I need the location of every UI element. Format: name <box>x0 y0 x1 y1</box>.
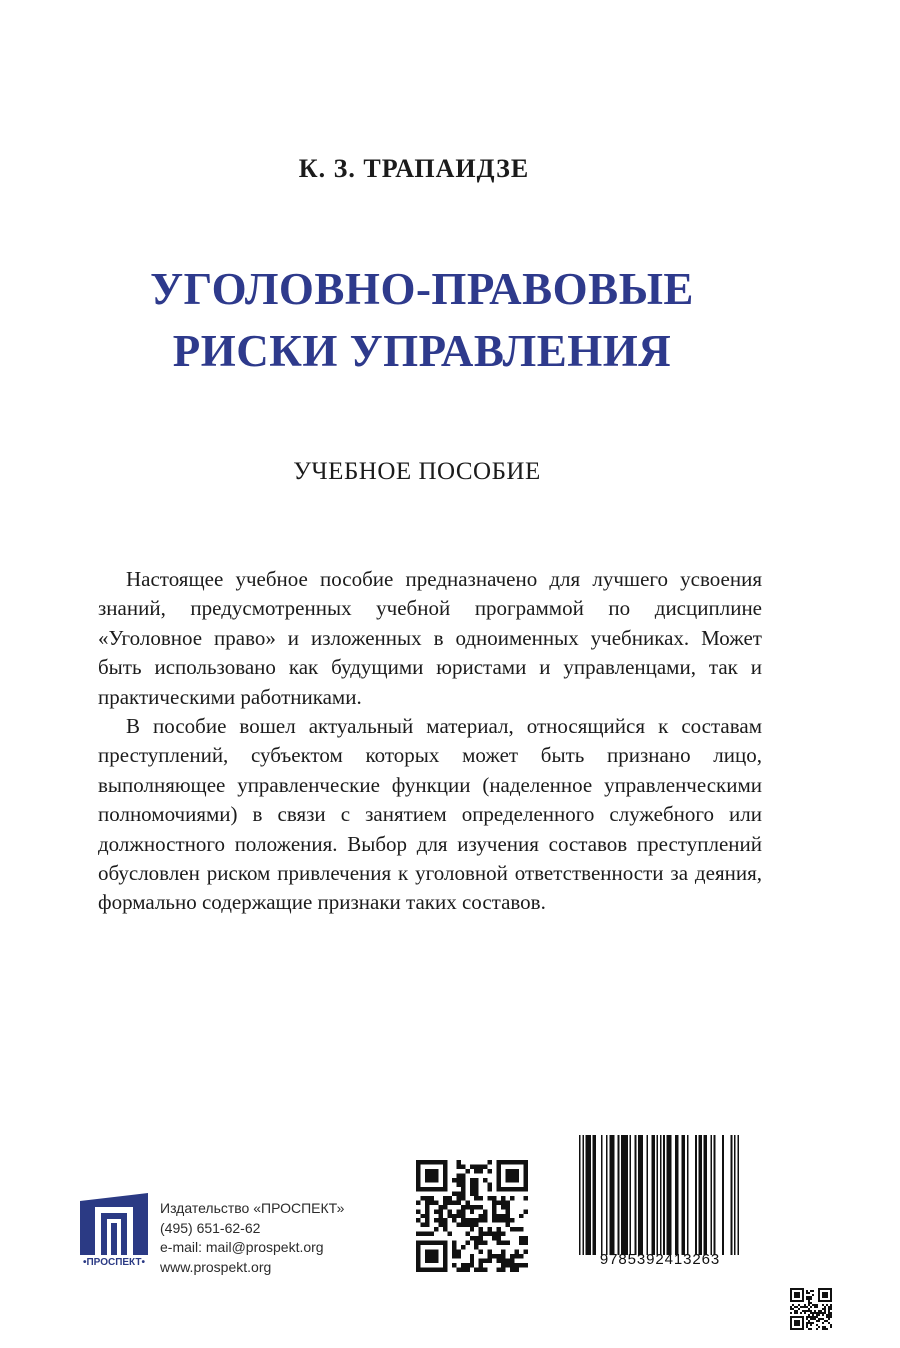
barcode-icon <box>579 1135 739 1255</box>
qr-code-small-icon <box>790 1288 832 1330</box>
publisher-name: Издательство «ПРОСПЕКТ» <box>160 1200 345 1216</box>
publisher-email: e-mail: mail@prospekt.org <box>160 1239 324 1255</box>
author-name: К. З. ТРАПАИДЗЕ <box>298 154 530 183</box>
publisher-website: www.prospekt.org <box>160 1258 272 1275</box>
publisher-contacts <box>160 1199 344 1277</box>
qr-code-icon <box>416 1160 528 1272</box>
description-paragraph-2: В пособие вошел актуальный материал, относящийся к составам преступлений, субъектом которых может быть признано лицо, выполняющее управленческие функции (наделенное управленческими полномочиями) в связи с занятием определенного служебного или должностного положения. Выбор для изучения составов преступлений обусловлен риском привлечения к уголовной ответственности за деяния, формально содержащие признаки таких составов. <box>98 714 762 915</box>
publisher-phone: (495) 651-62-62 <box>160 1219 261 1236</box>
book-description <box>98 565 762 918</box>
book-title <box>0 258 844 382</box>
barcode-number: 9785392413263 <box>599 1251 721 1268</box>
publisher-logo-text: •ПРОСПЕКТ• <box>82 1257 146 1268</box>
book-title-line-1: УГОЛОВНО-ПРАВОВЫЕ <box>150 264 694 314</box>
book-title-line-2: РИСКИ УПРАВЛЕНИЯ <box>172 326 672 376</box>
description-paragraph-1: Настоящее учебное пособие предназначено для лучшего усвоения знаний, предусмотренных учебной программой по дисциплине «Уголовное право» и изложенных в одноименных учебниках. Может быть использовано как будущими юристами и управленцами, так и практическими работниками. <box>98 567 762 709</box>
book-subtitle: УЧЕБНОЕ ПОСОБИЕ <box>293 458 541 485</box>
